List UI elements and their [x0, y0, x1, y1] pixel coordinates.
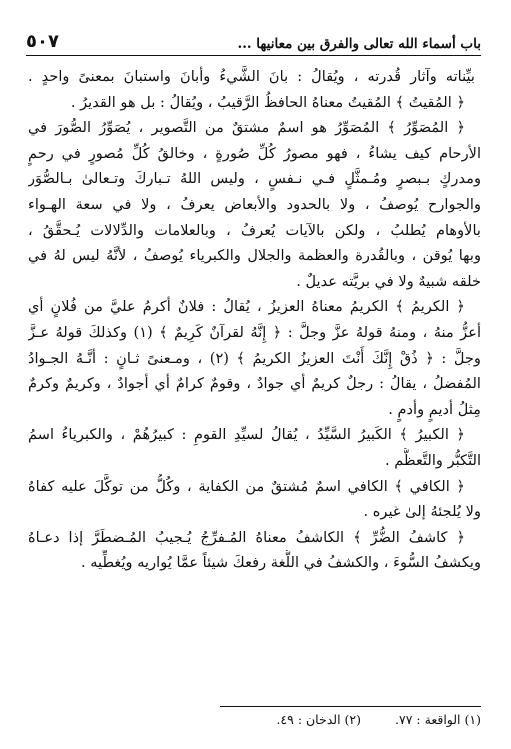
footnotes	[276, 712, 481, 727]
text-line: وبها يُوقن ، وبالقُدرة والعظمة والجلال والكبرياء يُوصفُ ، لأنَّهُ ليس لهُ في	[28, 247, 481, 265]
footnote-divider	[220, 706, 481, 707]
page-number: ٥٠٧	[26, 31, 59, 52]
text-line: ومدركٍ بـبصرٍ ومُـمثَّلٍ فـي نـفسٍ ، وليس اللهُ تـباركَ وتـعالىٰ بـالصُّوَر	[28, 170, 481, 188]
text-line: وجلَّ : ﴿ ذُقْ إِنَّكَ أَنْتَ العزيزُ الكريمُ ﴾ (٢) ، ومـعنىً ثـانٍ : أنَّـهُ الجـوادُ	[28, 349, 481, 367]
footnote-2: (٢) الدخان : ٤٩.	[276, 712, 362, 727]
text-line: ﴿ المُقيتُ ﴾ المُقيتُ معناهُ الحافظُ الرَّقيبُ ، ويُقالُ : بل هو القديرُ .	[70, 93, 465, 111]
main-text	[28, 64, 481, 704]
text-line: ﴿ الكريمُ ﴾ الكريمُ معناهُ العزيزُ ، يُقالُ : فلانٌ أكرمُ عليَّ من فُلانٍ أي	[28, 298, 465, 316]
text-line: بالأوهام يُطلبُ ، ولكن بالآيات يُعرفُ ، وبالعلامات والدِّلالات يُـحقَّقُ ،	[28, 221, 481, 239]
text-line: المُفضلُ ، يقالُ : رجلٌ كريمٌ أي جوادٌ ، وقومٌ كرامٌ أي أجوادٌ ، وكريمٌ وكرمٌ	[28, 375, 481, 393]
chapter-title: باب أسماء الله تعالى والفرق بين معانيها ...	[237, 36, 481, 52]
text-line: الأرحام كيف يشاءُ ، فهو مصورُ كُلِّ صُورةٍ ، وخالقُ كُلِّ مُصورٍ في رحمٍ	[28, 144, 481, 162]
text-line: التَّكبُّر والتَّعظُّم .	[384, 451, 481, 469]
running-header	[26, 26, 481, 52]
text-line: ﴿ الكافي ﴾ الكافي اسمٌ مُشتقٌ من الكفاية ، وكُلُّ من توكَّلَ عليه كفاهُ	[28, 477, 465, 495]
text-line: بيِّناته وآثار قُدرته ، ويُقالُ : بانَ الشَّيءُ وأبانَ واستبانَ بمعنىً واحدٍ .	[28, 68, 475, 85]
header-divider	[26, 55, 481, 56]
text-line: ﴿ المُصَوِّرُ ﴾ المُصَوِّرُ هو اسمٌ مشتقٌ من التَّصوير ، يُصَوِّرُ الصُّورَ في	[28, 119, 465, 137]
text-line: مِثلُ أديمٍ وأدمٍ .	[388, 400, 481, 418]
text-line: خلقه شبيهٌ ولا في بريَّته عديلٌ .	[296, 272, 481, 290]
footnote-1: (١) الواقعة : ٧٧.	[395, 712, 481, 727]
text-line: ﴿ كاشفُ الضُّرِّ ﴾ الكاشفُ معناهُ المُـفرِّجُ يُـجيبُ المُـضطَرَّ إذا دعـاهُ	[28, 528, 465, 546]
text-line: والجوارح يُوصفُ ، ولا بالحدود والأبعاض يعرفُ ، ولا في سعة الهـواء	[28, 195, 481, 213]
text-line: أعزُّ منهُ ، ومنهُ قولهُ عزَّ وجلَّ : ﴿ إِنَّهُ لقرآنٌ كَرِيمٌ ﴾ (١) وكذلكَ قولهُ عـزَّ	[28, 323, 481, 341]
text-line: ويكشفُ السُّوءَ ، والكشفُ في اللُّغة رفعكَ شيئاً عمَّا يُواريه ويُغطِّيه .	[80, 554, 481, 572]
text-line: ﴿ الكبيرُ ﴾ الكَبيرُ السَّيِّدُ ، يُقالُ لسيِّدِ القومِ : كبيرُهُمْ ، والكبرياءُ اسمُ	[28, 426, 465, 444]
text-line: ولا يُلجئهُ إلىٰ غيره .	[363, 503, 481, 521]
